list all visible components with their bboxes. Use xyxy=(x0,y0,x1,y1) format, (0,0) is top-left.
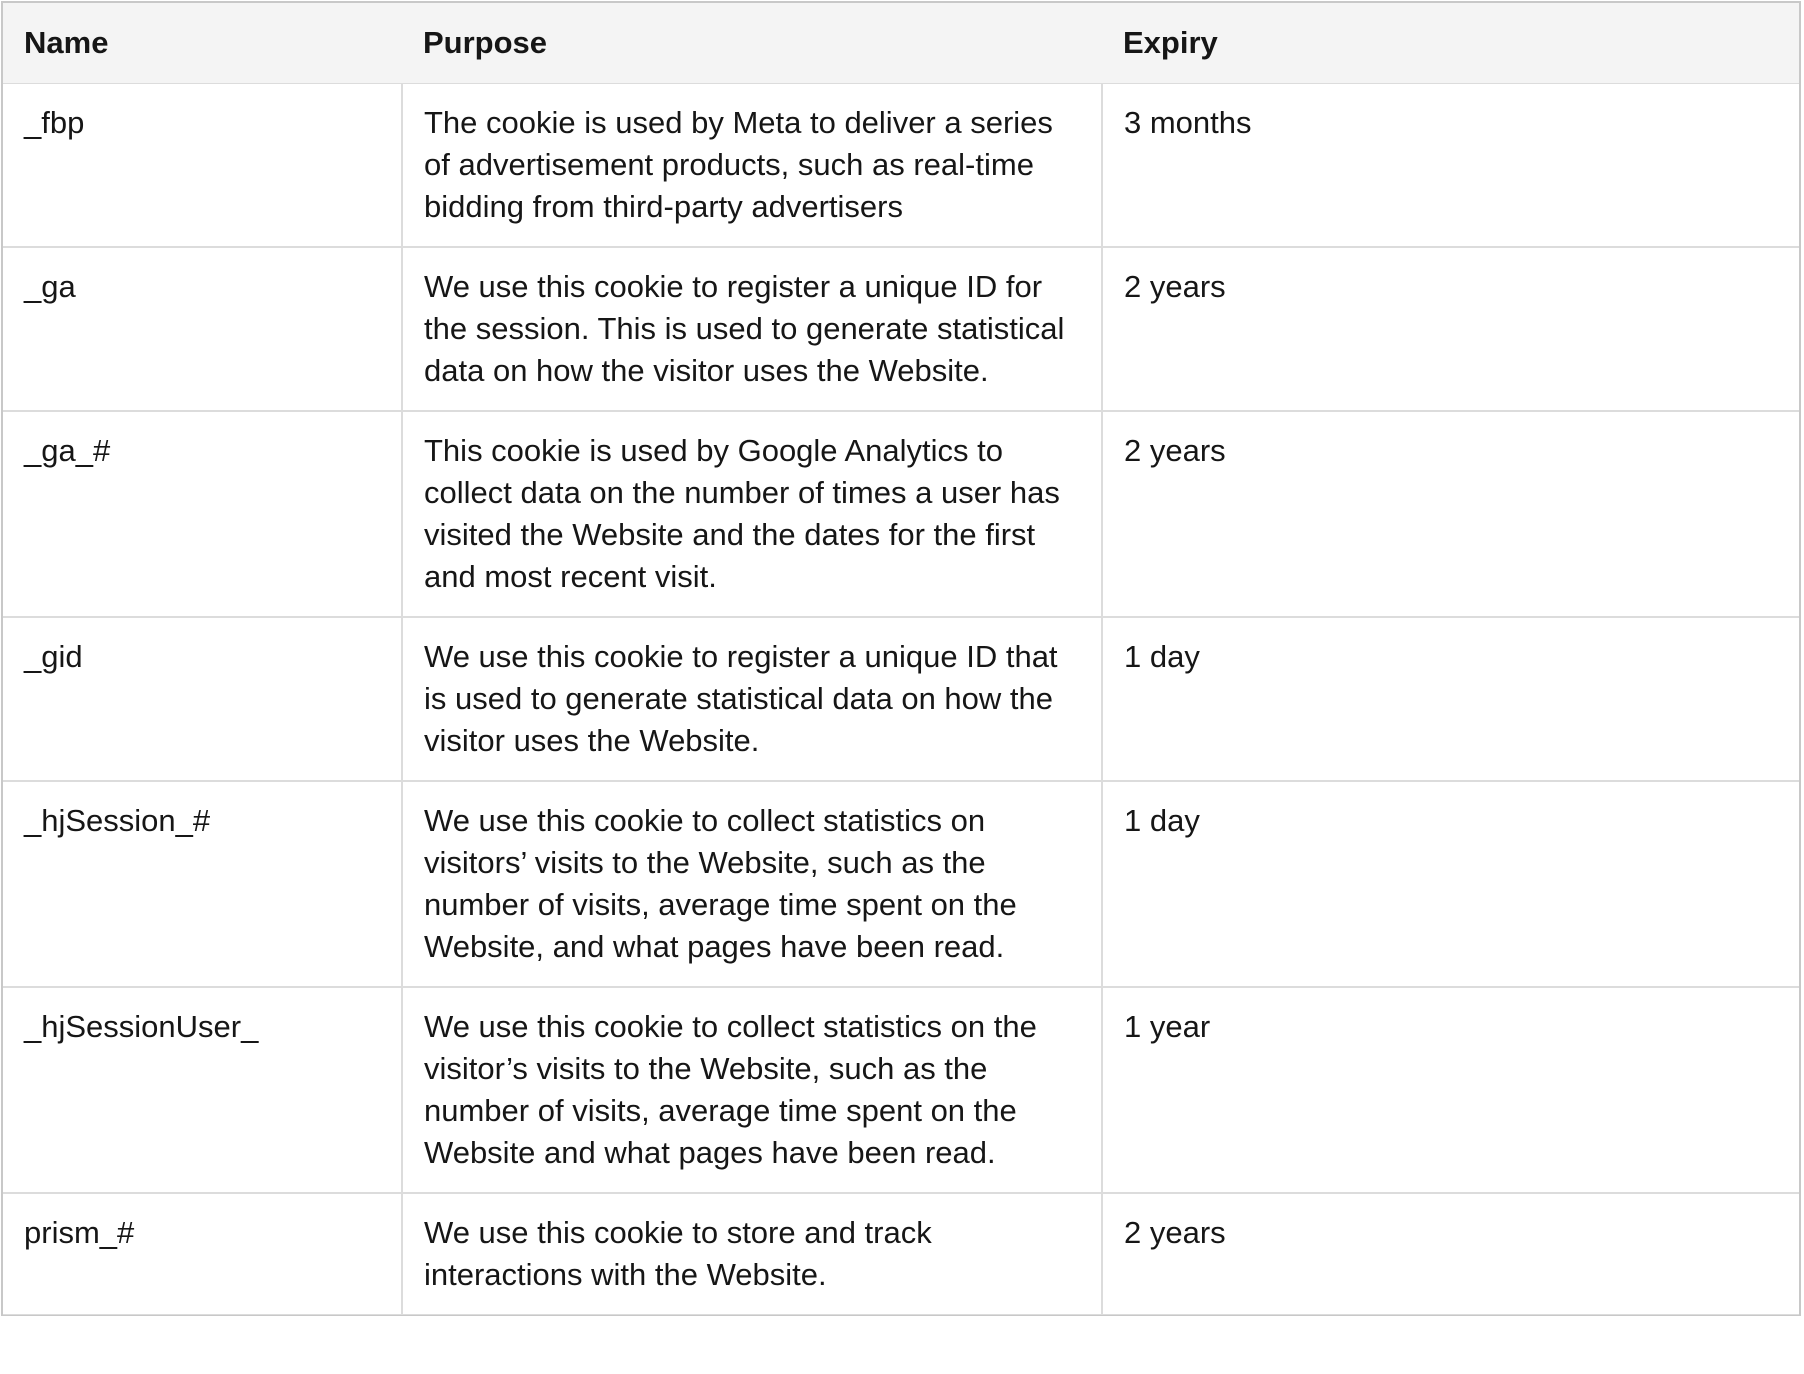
cookie-name-cell: _hjSessionUser_ xyxy=(3,987,402,1193)
cookie-purpose-cell: The cookie is used by Meta to deliver a series of advertisement products, such as real-time bidding from third-party advertisers xyxy=(402,84,1102,248)
table-row xyxy=(3,1193,1799,1315)
cookie-purpose-cell: We use this cookie to register a unique ID that is used to generate statistical data on how the visitor uses the Website. xyxy=(402,617,1102,781)
cookie-name-cell: _ga xyxy=(3,247,402,411)
cookie-purpose-cell: We use this cookie to collect statistics on visitors’ visits to the Website, such as the number of visits, average time spent on the Website, and what pages have been read. xyxy=(402,781,1102,987)
cookie-purpose-cell: We use this cookie to register a unique ID for the session. This is used to generate statistical data on how the visitor uses the Website. xyxy=(402,247,1102,411)
cookie-purpose-cell: We use this cookie to store and track interactions with the Website. xyxy=(402,1193,1102,1315)
cookie-name-cell: _ga_# xyxy=(3,411,402,617)
column-header-name: Name xyxy=(3,3,402,84)
table-row xyxy=(3,84,1799,248)
table-header xyxy=(3,3,1799,84)
cookie-expiry-cell: 3 months xyxy=(1102,84,1799,248)
cookie-table xyxy=(3,3,1799,1315)
cookie-name-cell: _gid xyxy=(3,617,402,781)
column-header-expiry: Expiry xyxy=(1102,3,1799,84)
cookie-purpose-cell: We use this cookie to collect statistics on the visitor’s visits to the Website, such as the number of visits, average time spent on the Website and what pages have been read. xyxy=(402,987,1102,1193)
cookie-purpose-cell: This cookie is used by Google Analytics to collect data on the number of times a user has visited the Website and the dates for the first and most recent visit. xyxy=(402,411,1102,617)
cookie-expiry-cell: 2 years xyxy=(1102,247,1799,411)
table-row xyxy=(3,247,1799,411)
cookie-name-cell: _fbp xyxy=(3,84,402,248)
header-row xyxy=(3,3,1799,84)
cookie-name-cell: _hjSession_# xyxy=(3,781,402,987)
table-row xyxy=(3,781,1799,987)
column-header-purpose: Purpose xyxy=(402,3,1102,84)
cookie-expiry-cell: 1 day xyxy=(1102,781,1799,987)
cookie-name-cell: prism_# xyxy=(3,1193,402,1315)
cookie-expiry-cell: 1 year xyxy=(1102,987,1799,1193)
table-row xyxy=(3,411,1799,617)
table-row xyxy=(3,617,1799,781)
cookie-expiry-cell: 2 years xyxy=(1102,411,1799,617)
cookie-expiry-cell: 2 years xyxy=(1102,1193,1799,1315)
cookie-expiry-cell: 1 day xyxy=(1102,617,1799,781)
table-body xyxy=(3,84,1799,1315)
table-row xyxy=(3,987,1799,1193)
cookie-table-container xyxy=(1,1,1801,1316)
